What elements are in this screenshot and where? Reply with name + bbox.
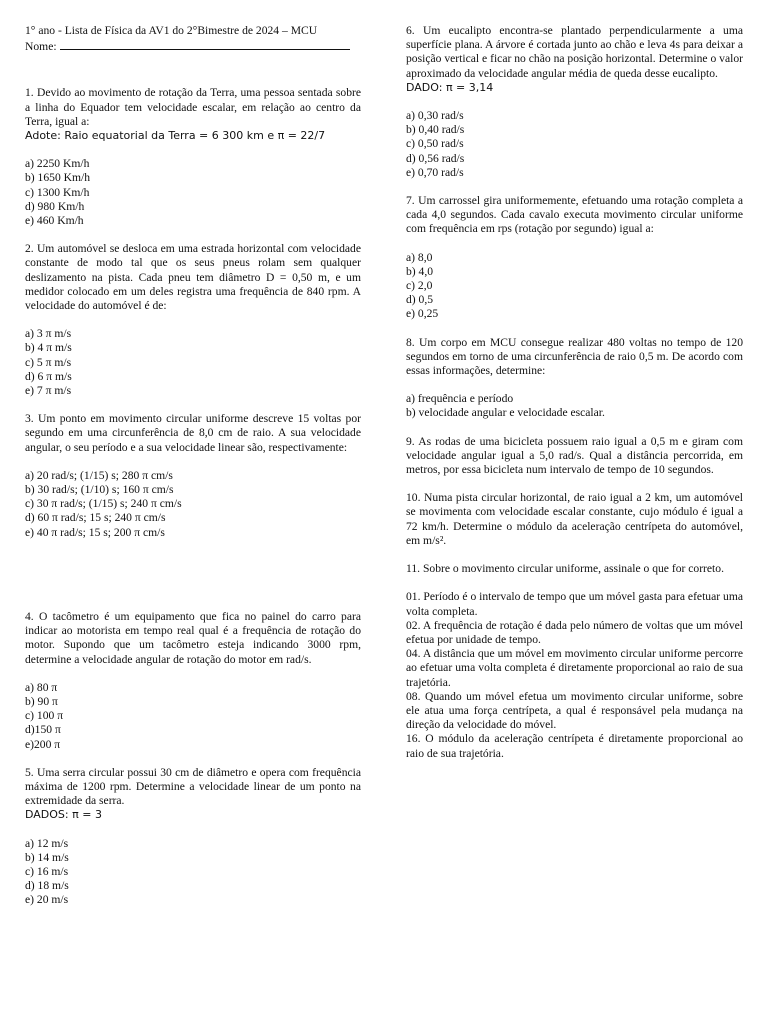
options-list [25,157,361,228]
question-stem: 2. Um automóvel se desloca em uma estrada horizontal com velocidade constante de modo tal que os seus pneus rolam sem qualquer deslizamento na pista. Cada pneu tem diâmetro D = 0,50 m, e um medidor colocado em um deles registra uma frequência de 840 rpm. A velocidade do automóvel é de: [25,242,361,313]
question-9 [406,435,743,478]
option-c[interactable]: c) 2,0 [406,279,433,293]
option-c[interactable]: c) 16 m/s [25,864,69,878]
option-e[interactable]: e) 20 m/s [25,893,69,907]
option-b[interactable]: b) 0,40 rad/s [406,123,465,137]
name-blank-line[interactable] [60,38,350,50]
statement-01[interactable]: 01. Período é o intervalo de tempo que um móvel gasta para efetuar uma volta completa. [406,590,743,618]
option-d[interactable]: d) 18 m/s [25,879,69,893]
option-d[interactable]: d) 60 π rad/s; 15 s; 240 π cm/s [25,511,166,525]
option-c[interactable]: c) 30 π rad/s; (1/15) s; 240 π cm/s [25,497,182,511]
question-3 [25,412,361,540]
option-a[interactable]: a) 2250 Km/h [25,157,90,171]
option-a[interactable]: a) 20 rad/s; (1/15) s; 280 π cm/s [25,468,173,482]
question-4 [25,610,361,752]
options-list [25,469,361,540]
option-e[interactable]: e) 0,25 [406,307,439,321]
option-c[interactable]: c) 0,50 rad/s [406,137,464,151]
question-stem: 9. As rodas de uma bicicleta possuem raio igual a 0,5 m e giram com velocidade angular igual a 5,0 rad/s. Qual a distância percorrida, em metros, por essa bicicleta num intervalo de tempo de 10 segundos. [406,434,743,477]
page-title: 1° ano - Lista de Física da AV1 do 2°Bimestre de 2024 – MCU [25,24,318,37]
question-2 [25,242,361,398]
question-stem: 3. Um ponto em movimento circular uniforme descreve 15 voltas por segundo em uma circunferência de 8,0 cm de raio. A sua velocidade angular, o seu período e a sua velocidade linear são, respectivamente: [25,412,361,454]
options-list [25,681,361,752]
options-list [25,837,361,908]
item-a: a) frequência e período [406,392,514,406]
option-a[interactable]: a) 8,0 [406,250,433,264]
question-stem: 8. Um corpo em MCU consegue realizar 480 voltas no tempo de 120 segundos em torno de uma circunferência de raio 0,5 m. De acordo com essas informações, determine: [406,335,743,378]
question-given: DADOS: π = 3 [25,808,102,822]
question-stem: 4. O tacômetro é um equipamento que fica no painel do carro para indicar ao motorista em tempo real qual é a frequência de rotação do motor. Supondo que um tacômetro esteja indicando 3000 rpm, determine a velocidade angular de rotação do motor em rad/s. [25,609,361,666]
option-b[interactable]: b) 4 π m/s [25,341,72,355]
option-b[interactable]: b) 90 π [25,694,58,708]
question-10 [406,491,743,548]
left-column [25,24,361,908]
question-stem: 6. Um eucalipto encontra-se plantado perpendicularmente a uma superfície plana. A árvore é cortada junto ao chão e leva 4s para deixar a posição vertical e ficar no chão na posição horizontal. Determine o valor aproximado da velocidade angular média de queda desse eucalipto. [406,24,743,80]
option-a[interactable]: a) 0,30 rad/s [406,109,464,123]
question-given: Adote: Raio equatorial da Terra = 6 300 km e π = 22/7 [25,129,326,143]
option-b[interactable]: b) 4,0 [406,264,434,278]
option-b[interactable]: b) 1650 Km/h [25,171,91,185]
option-d[interactable]: d) 0,56 rad/s [406,151,465,165]
option-e[interactable]: e) 7 π m/s [25,384,72,398]
question-stem: 7. Um carrossel gira uniformemente, efetuando uma rotação completa a cada 4,0 segundos. Cada cavalo executa movimento circular uniforme com frequência em rps (rotação por segundo) igual a: [406,194,743,236]
option-d[interactable]: d) 980 Km/h [25,199,85,213]
option-e[interactable]: e) 0,70 rad/s [406,165,464,179]
right-column [406,24,743,761]
question-1 [25,86,361,228]
options-list [406,109,743,180]
question-6 [406,24,743,180]
name-label: Nome: [25,40,57,54]
statement-08[interactable]: 08. Quando um móvel efetua um movimento circular uniforme, sobre ele atua uma força centrípeta, a qual é responsável pela mudança na direção da velocidade do móvel. [406,689,743,732]
option-d[interactable]: d) 6 π m/s [25,369,72,383]
question-7 [406,194,743,322]
option-e[interactable]: e) 460 Km/h [25,214,84,228]
question-11 [406,562,743,761]
item-b: b) velocidade angular e velocidade escalar. [406,406,605,420]
question-stem: 5. Uma serra circular possui 30 cm de diâmetro e opera com frequência máxima de 1200 rpm. Determine a velocidade linear de um ponto na extremidade da serra. [25,765,361,808]
options-list [406,251,743,322]
option-c[interactable]: c) 100 π [25,709,64,723]
question-stem: 10. Numa pista circular horizontal, de raio igual a 2 km, um automóvel se movimenta com velocidade escalar constante, cujo módulo é igual a 72 km/h. Determine o módulo da aceleração centrípeta do automóvel, em m/s². [406,491,743,547]
name-field[interactable] [25,38,361,54]
document-header [25,24,361,54]
question-8 [406,336,743,421]
options-list [25,327,361,398]
statements-list [406,590,743,760]
option-b[interactable]: b) 14 m/s [25,850,69,864]
question-5 [25,766,361,908]
statement-02[interactable]: 02. A frequência de rotação é dada pelo número de voltas que um móvel efetua por unidade de tempo. [406,618,743,646]
question-stem: 11. Sobre o movimento circular uniforme, assinale o que for correto. [406,562,724,576]
option-c[interactable]: c) 1300 Km/h [25,185,90,199]
statement-04[interactable]: 04. A distância que um móvel em movimento circular uniforme percorre ao efetuar uma volta completa é diretamente proporcional ao raio de sua trajetória. [406,647,743,689]
question-stem: 1. Devido ao movimento de rotação da Terra, uma pessoa sentada sobre a linha do Equador tem velocidade escalar, em relação ao centro da Terra, igual a: [25,86,361,128]
option-c[interactable]: c) 5 π m/s [25,355,72,369]
statement-16[interactable]: 16. O módulo da aceleração centrípeta é diretamente proporcional ao raio de sua trajetória. [406,732,743,760]
option-e[interactable]: e)200 π [25,737,61,751]
option-a[interactable]: a) 80 π [25,680,58,694]
option-d[interactable]: d) 0,5 [406,293,434,307]
option-e[interactable]: e) 40 π rad/s; 15 s; 200 π cm/s [25,525,165,539]
option-b[interactable]: b) 30 rad/s; (1/10) s; 160 π cm/s [25,483,174,497]
option-d[interactable]: d)150 π [25,723,61,737]
question-given: DADO: π = 3,14 [406,80,494,94]
options-list [406,392,743,420]
option-a[interactable]: a) 3 π m/s [25,327,72,341]
option-a[interactable]: a) 12 m/s [25,836,69,850]
